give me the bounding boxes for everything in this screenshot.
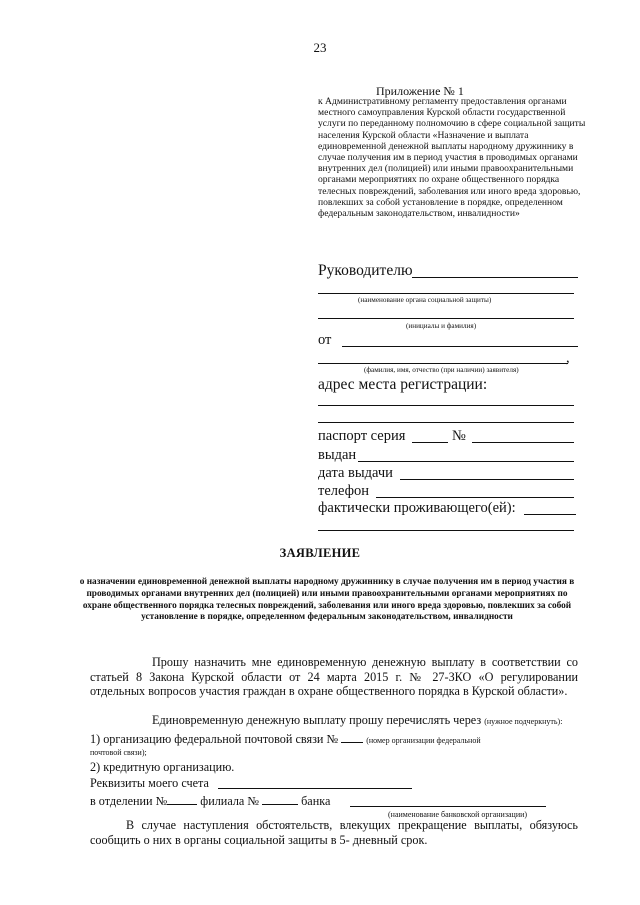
- applicant-comma: ,: [566, 350, 570, 366]
- passport-number-line[interactable]: [472, 442, 574, 443]
- appendix-title: Приложение № 1: [376, 84, 464, 98]
- para-transfer: [152, 713, 582, 730]
- residing-label: фактически проживающего(ей):: [318, 500, 516, 516]
- option-credit: 2) кредитную организацию.: [90, 760, 235, 774]
- page-number: 23: [313, 40, 327, 55]
- option-postal: [90, 732, 582, 749]
- head-line[interactable]: [412, 277, 578, 278]
- para-transfer-main: Единовременную денежную выплату прошу перечислять через: [152, 713, 482, 727]
- bank-caption: (наименование банковской организации): [388, 810, 528, 819]
- address-label: адрес места регистрации:: [318, 376, 488, 393]
- from-line[interactable]: [342, 346, 578, 347]
- passport-series-label: паспорт серия: [318, 428, 406, 444]
- account-label: Реквизиты моего счета: [90, 776, 209, 790]
- address-line-1[interactable]: [318, 405, 574, 406]
- head-label: Руководителю: [318, 262, 413, 279]
- branch-label: в отделении №: [90, 794, 168, 808]
- from-label: от: [318, 332, 332, 348]
- statement-subtitle: о назначении единовременной денежной выплаты народному дружиннику в случае получения им в период участия в проводимых органами внутренних дел (полицией) или иными правоохранительными органами мероприятиях по охране общественного порядка телесных повреждений, заболевания или иного вреда здоровью, повлекших за собой установление в порядке, определенном федеральным законодательством, инвалидности: [79, 577, 575, 623]
- postal-number-line[interactable]: [341, 732, 363, 743]
- bank-label: банка: [301, 794, 331, 808]
- initials-caption: (инициалы и фамилия): [406, 322, 477, 330]
- address-line-2[interactable]: [318, 422, 574, 423]
- option-postal-note: (номер организации федеральной: [366, 736, 481, 745]
- passport-series-line[interactable]: [412, 442, 448, 443]
- option-postal-note-cont: почтовой связи);: [90, 748, 147, 757]
- residing-line[interactable]: [318, 530, 574, 531]
- initials-line[interactable]: [318, 318, 574, 319]
- organ-line[interactable]: [318, 293, 574, 294]
- issued-line[interactable]: [358, 461, 574, 462]
- issued-label: выдан: [318, 447, 357, 463]
- para-final: В случае наступления обстоятельств, влекущих прекращение выплаты, обязуюсь сообщить о них в органы социальной защиты в 5- дневный срок.: [90, 818, 578, 847]
- para-request: Прошу назначить мне единовременную денежную выплату в соответствии со статьей 8 Закона Курской области от 24 марта 2015 г. № 27-ЗКО «О регулировании отдельных вопросов участия граждан в охране общественного порядка в Курской области».: [90, 655, 578, 699]
- applicant-line[interactable]: [318, 363, 568, 364]
- organ-caption: (наименование органа социальной защиты): [358, 296, 492, 304]
- issue-date-line[interactable]: [400, 479, 574, 480]
- bank-line[interactable]: [350, 806, 546, 807]
- account-line[interactable]: [218, 788, 412, 789]
- appendix-text: к Административному регламенту предоставления органами местного самоуправления Курской области государственной услуги по переданному полномочию в сфере социальной защиты населения Курской области «Назначение и выплата единовременной денежной выплаты народному дружиннику в случае получения им в период участия в проводимых органами внутренних дел (полицией) или иными правоохранительными органами мероприятиях по охране общественного порядка телесных повреждений, заболевания или иного вреда здоровью, повлекших за собой установление в порядке, определенном федеральным законодательством, инвалидности»: [318, 96, 586, 220]
- filial-line[interactable]: [262, 794, 298, 805]
- branch-line[interactable]: [167, 794, 197, 805]
- applicant-caption: (фамилия, имя, отчество (при наличии) заявителя): [364, 366, 519, 374]
- branch-row: [90, 794, 330, 809]
- phone-label: телефон: [318, 483, 370, 499]
- statement-title: ЗАЯВЛЕНИЕ: [279, 546, 361, 560]
- phone-line[interactable]: [376, 497, 574, 498]
- filial-label: филиала №: [200, 794, 260, 808]
- issue-date-label: дата выдачи: [318, 465, 393, 481]
- residing-line-inline[interactable]: [524, 514, 576, 515]
- option-postal-main: 1) организацию федеральной почтовой связи №: [90, 732, 339, 746]
- passport-number-sign: №: [452, 428, 466, 444]
- para-transfer-note: (нужное подчеркнуть):: [484, 717, 563, 726]
